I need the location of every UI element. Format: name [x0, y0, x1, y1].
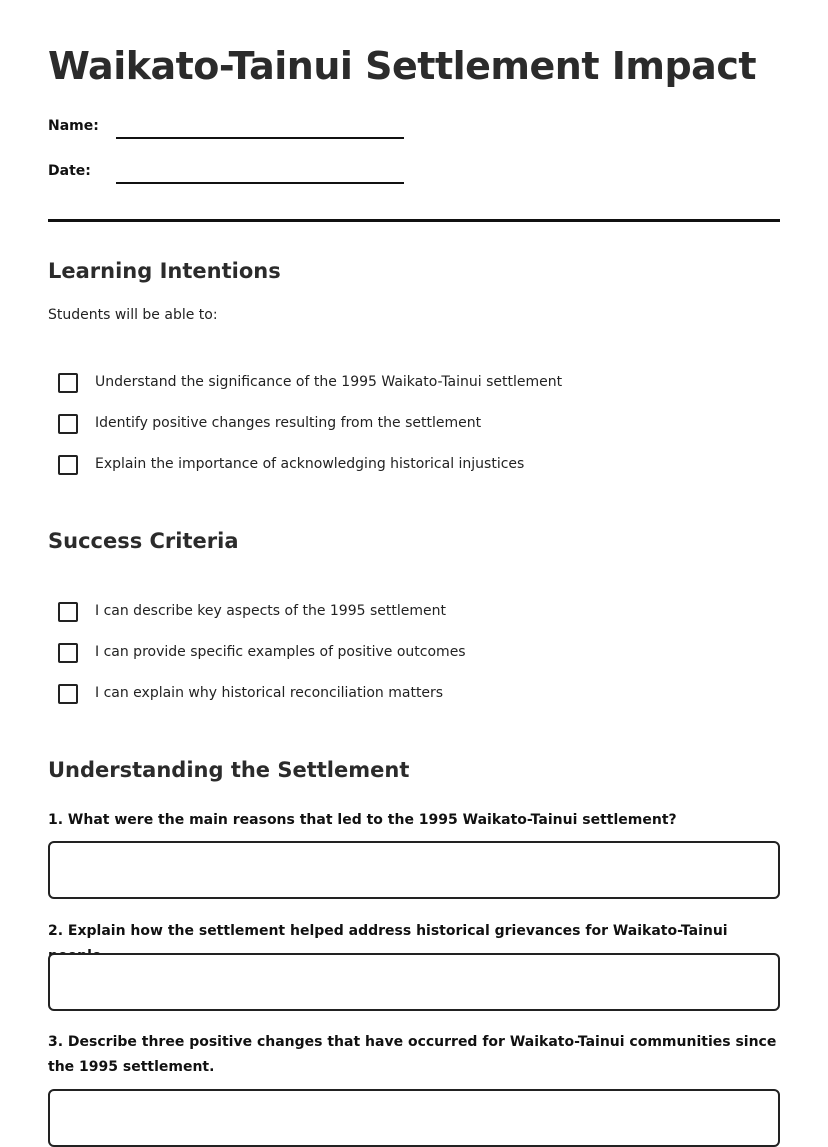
success-criteria-label: I can provide specific examples of positive outcomes	[95, 644, 466, 660]
learning-intention-label: Understand the significance of the 1995 Waikato-Tainui settlement	[95, 374, 563, 390]
learning-intention-label: Explain the importance of acknowledging historical injustices	[95, 456, 525, 472]
answer-box-3[interactable]	[48, 1089, 780, 1147]
success-criteria-heading: Success Criteria	[48, 529, 239, 553]
checkbox[interactable]	[58, 455, 78, 475]
learning-intention-label: Identify positive changes resulting from the settlement	[95, 415, 482, 431]
checkbox[interactable]	[58, 643, 78, 663]
checkbox[interactable]	[58, 602, 78, 622]
learning-intention-item[interactable]	[58, 373, 778, 397]
learning-intentions-intro: Students will be able to:	[48, 307, 218, 323]
page-title: Waikato-Tainui Settlement Impact	[48, 44, 757, 88]
checkbox[interactable]	[58, 414, 78, 434]
answer-box-2[interactable]	[48, 953, 780, 1011]
learning-intention-item[interactable]	[58, 414, 778, 438]
success-criteria-item[interactable]	[58, 602, 778, 626]
success-criteria-label: I can explain why historical reconciliation matters	[95, 685, 444, 701]
learning-intention-item[interactable]	[58, 455, 778, 479]
date-field[interactable]	[116, 182, 404, 184]
name-field[interactable]	[116, 137, 404, 139]
checkbox[interactable]	[58, 684, 78, 704]
answer-box-1[interactable]	[48, 841, 780, 899]
checkbox[interactable]	[58, 373, 78, 393]
success-criteria-item[interactable]	[58, 684, 778, 708]
understanding-heading: Understanding the Settlement	[48, 758, 410, 782]
date-label: Date:	[48, 163, 91, 179]
question-2: 2. Explain how the settlement helped address historical grievances for Waikato-Tainui	[48, 923, 728, 939]
success-criteria-item[interactable]	[58, 643, 778, 667]
learning-intentions-heading: Learning Intentions	[48, 259, 281, 283]
question-3: 3. Describe three positive changes that have occurred for Waikato-Tainui communities since the 1995 settlement.	[48, 1034, 777, 1075]
question-1: 1. What were the main reasons that led to the 1995 Waikato-Tainui settlement?	[48, 812, 677, 828]
success-criteria-label: I can describe key aspects of the 1995 settlement	[95, 603, 446, 619]
header-divider	[48, 219, 780, 222]
name-label: Name:	[48, 118, 99, 134]
